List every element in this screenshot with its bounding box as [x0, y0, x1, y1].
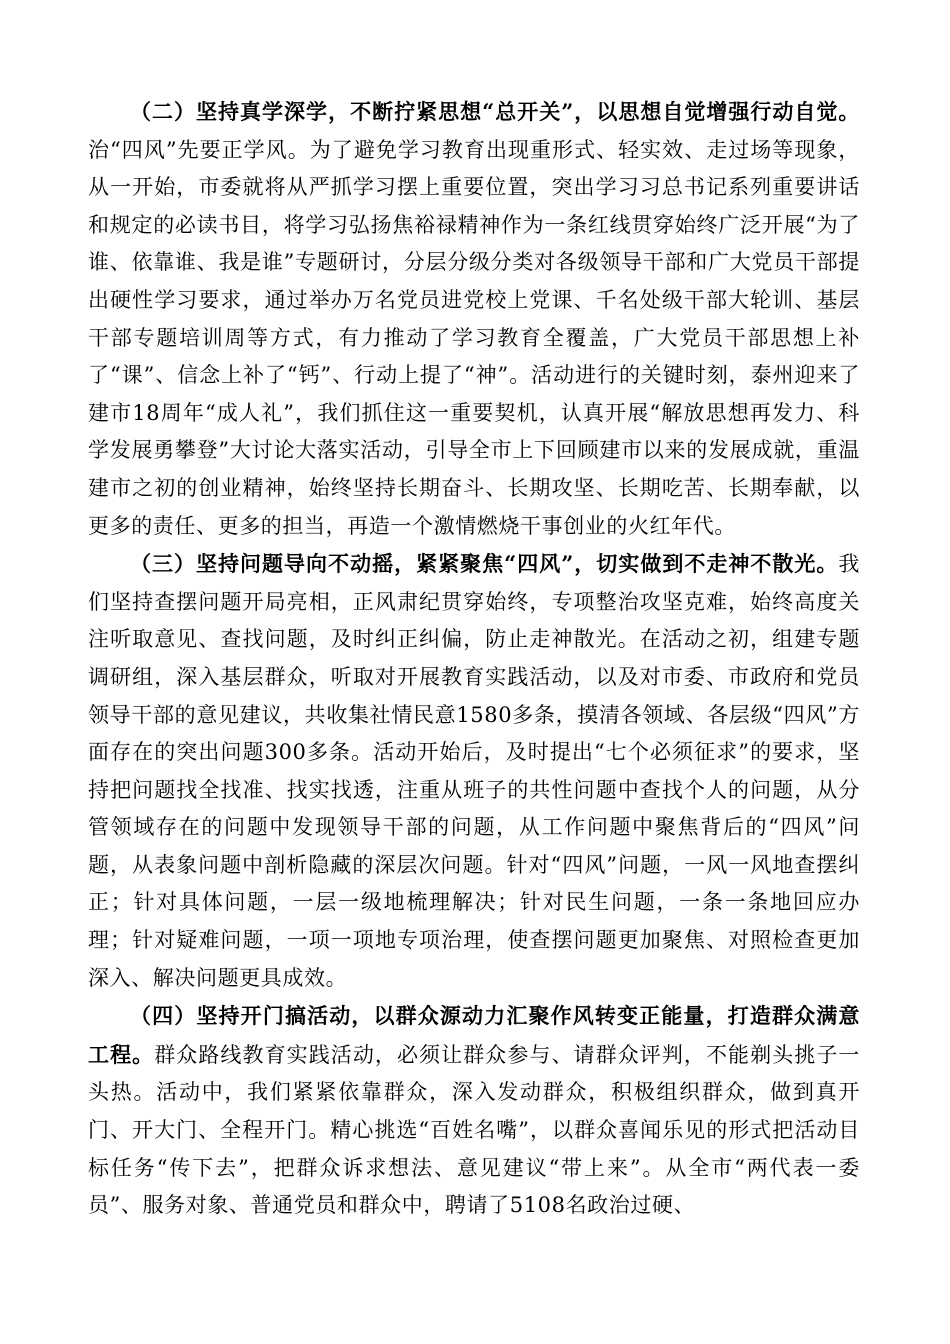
paragraph-4 [88, 997, 860, 1225]
document-page [88, 93, 860, 1225]
paragraph-2 [88, 93, 860, 545]
paragraph-2-body: 治“四风”先要正学风。为了避免学习教育出现重形式、轻实效、走过场等现象，从一开始，市委就将从严抓学习摆上重要位置，突出学习习总书记系列重要讲话和规定的必读书目，将学习弘扬焦裕禄精神作为一条红线贯穿始终广泛开展“为了谁、依靠谁、我是谁”专题研讨，分层分级分类对各级领导干部和广大党员干部提出硬性学习要求，通过举办万名党员进党校上党课、千名处级干部大轮训、基层干部专题培训周等方式，有力推动了学习教育全覆盖，广大党员干部思想上补了“课”、信念上补了“钙”、行动上提了“神”。活动进行的关键时刻，泰州迎来了建市18周年“成人礼”，我们抓住这一重要契机，认真开展“解放思想再发力、科学发展勇攀登”大讨论大落实活动，引导全市上下回顾建市以来的发展成就，重温建市之初的创业精神，始终坚持长期奋斗、长期攻坚、长期吃苦、长期奉献，以更多的责任、更多的担当，再造一个激情燃烧干事创业的火红年代。 [88, 137, 860, 538]
paragraph-4-heading: （四）坚持开门搞活动，以群众源动力汇聚作风转变正能量，打造群众满意工程。 [88, 1003, 860, 1067]
paragraph-2-heading: （二）坚持真学深学，不断拧紧思想“总开关”，以思想自觉增强行动自觉。 [130, 99, 860, 124]
paragraph-3-heading: （三）坚持问题导向不动摇，紧紧聚焦“四风”，切实做到不走神不散光。 [130, 551, 839, 577]
paragraph-3 [88, 545, 860, 997]
paragraph-3-body: 我们坚持查摆问题开局亮相，正风肃纪贯穿始终，专项整治攻坚克难，始终高度关注听取意见、查找问题，及时纠正纠偏，防止走神散光。在活动之初，组建专题调研组，深入基层群众，听取对开展教育实践活动，以及对市委、市政府和党员领导干部的意见建议，共收集社情民意1580多条，摸清各领域、各层级“四风”方面存在的突出问题300多条。活动开始后，及时提出“七个必须征求”的要求，坚持把问题找全找准、找实找透，注重从班子的共性问题中查找个人的问题，从分管领域存在的问题中发现领导干部的问题，从工作问题中聚焦背后的“四风”问题，从表象问题中剖析隐藏的深层次问题。针对“四风”问题，一风一风地查摆纠正；针对具体问题，一层一级地梳理解决；针对民生问题，一条一条地回应办理；针对疑难问题，一项一项地专项治理，使查摆问题更加聚焦、对照检查更加深入、解决问题更具成效。 [88, 552, 860, 990]
paragraph-4-body: 群众路线教育实践活动，必须让群众参与、请群众评判，不能剃头挑子一头热。活动中，我们紧紧依靠群众，深入发动群众，积极组织群众，做到真开门、开大门、全程开门。精心挑选“百姓名嘴”，以群众喜闻乐见的形式把活动目标任务“传下去”，把群众诉求想法、意见建议“带上来”。从全市“两代表一委员”、服务对象、普通党员和群众中，聘请了5108名政治过硬、 [88, 1042, 860, 1218]
